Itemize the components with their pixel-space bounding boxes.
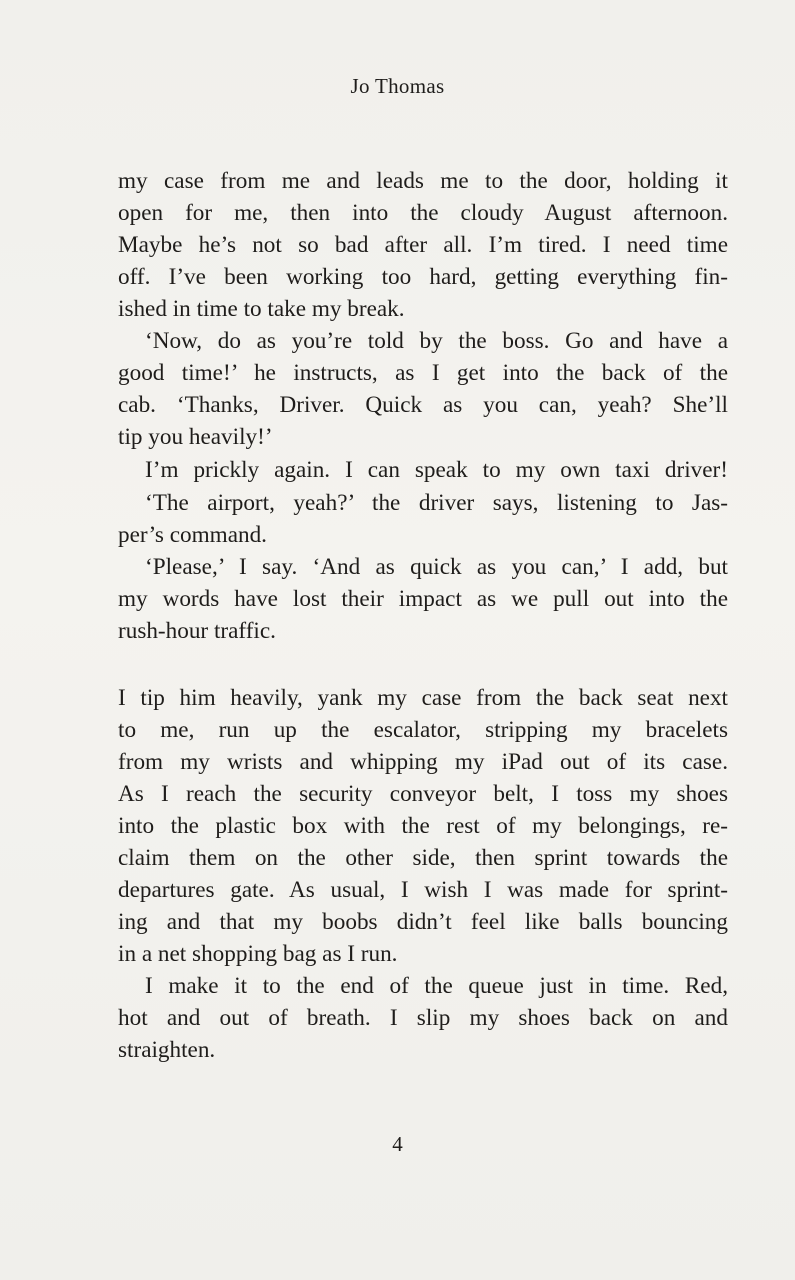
text-line: from my wrists and whipping my iPad out of its case. bbox=[118, 749, 728, 775]
text-line: I tip him heavily, yank my case from the back seat next bbox=[118, 685, 728, 711]
text-line: Maybe he’s not so bad after all. I’m tired. I need time bbox=[118, 232, 728, 258]
text-line: in a net shopping bag as I run. bbox=[118, 941, 398, 967]
text-line: I make it to the end of the queue just in time. Red, bbox=[145, 973, 728, 999]
text-line: ing and that my boobs didn’t feel like balls bouncing bbox=[118, 909, 728, 935]
text-line: ‘Now, do as you’re told by the boss. Go and have a bbox=[145, 328, 728, 354]
text-line: straighten. bbox=[118, 1037, 216, 1063]
text-line: my words have lost their impact as we pull out into the bbox=[118, 586, 728, 612]
text-line: good time!’ he instructs, as I get into the back of the bbox=[118, 360, 728, 386]
text-line: off. I’ve been working too hard, getting everything fin- bbox=[118, 264, 728, 290]
text-line: into the plastic box with the rest of my belongings, re- bbox=[118, 813, 728, 839]
text-line: per’s command. bbox=[118, 522, 267, 548]
text-line: rush-hour traffic. bbox=[118, 618, 276, 644]
text-line: tip you heavily!’ bbox=[118, 424, 273, 450]
running-head: Jo Thomas bbox=[350, 74, 445, 98]
text-line: I’m prickly again. I can speak to my own taxi driver! bbox=[145, 457, 728, 483]
text-line: open for me, then into the cloudy August afternoon. bbox=[118, 200, 728, 226]
text-line: ‘The airport, yeah?’ the driver says, listening to Jas- bbox=[145, 490, 728, 516]
text-line: hot and out of breath. I slip my shoes back on and bbox=[118, 1005, 728, 1031]
text-line: cab. ‘Thanks, Driver. Quick as you can, yeah? She’ll bbox=[118, 392, 728, 418]
text-line: my case from me and leads me to the door, holding it bbox=[118, 168, 728, 194]
text-line: claim them on the other side, then sprint towards the bbox=[118, 845, 728, 871]
text-line: to me, run up the escalator, stripping my bracelets bbox=[118, 717, 728, 743]
text-line: ‘Please,’ I say. ‘And as quick as you can,’ I add, but bbox=[145, 554, 728, 580]
text-line: departures gate. As usual, I wish I was made for sprint- bbox=[118, 877, 728, 903]
text-line: ished in time to take my break. bbox=[118, 296, 405, 322]
page-number: 4 bbox=[392, 1132, 403, 1156]
text-line: As I reach the security conveyor belt, I toss my shoes bbox=[118, 781, 728, 807]
